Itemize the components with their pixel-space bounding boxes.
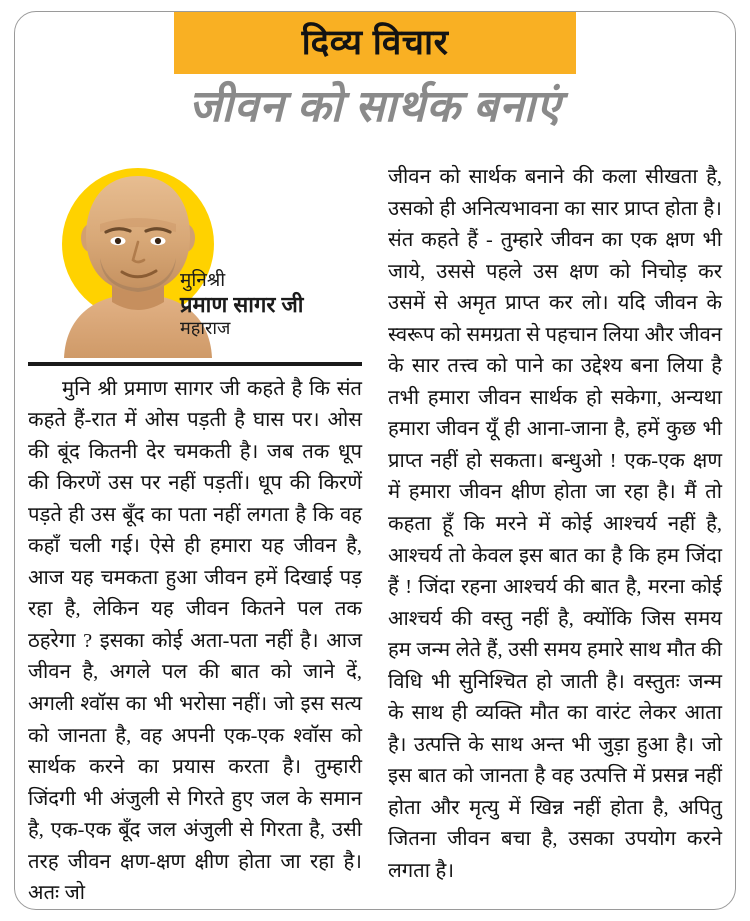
left-column: [28, 162, 362, 905]
banner-row: [14, 12, 736, 74]
article-body-right: जीवन को सार्थक बनाने की कला सीखता है, उसको ही अनित्यभावना का सार प्राप्त होता है। संत कहते हैं - तुम्हारे जीवन का एक क्षण भी जाये, उससे पहले उस क्षण को निचोड़ कर उसमें से अमृत प्राप्त कर लो। यदि जीवन के स्वरूप को समग्रता से पहचान लिया और जीवन के सार तत्त्व को पाने का उद्देश्य बना लिया है तभी हमारा जीवन सार्थक हो सकेगा, अन्यथा हमारा जीवन यूँ ही आना-जाना है, हमें कुछ भी प्राप्त नहीं हो सकता। बन्धुओ ! एक-एक क्षण में हमारा जीवन क्षीण होता जा रहा है। मैं तो कहता हूँ कि मरने में कोई आश्चर्य नहीं है, आश्चर्य तो केवल इस बात का है कि हम जिंदा हैं ! जिंदा रहना आश्चर्य की बात है, मरना कोई आश्चर्य की वस्तु नहीं है, क्योंकि जिस समय हम जन्म लेते हैं, उसी समय हमारे साथ मौत की विधि भी सुनिश्चित हो जाती है। वस्तुतः जन्म के साथ ही व्यक्ति मौत का वारंट लेकर आता है। उत्पत्ति के साथ अन्त भी जुड़ा हुआ है। जो इस बात को जानता है वह उत्पत्ति में प्रसन्न नहीं होता और मृत्यु में खिन्न नहीं होता है, अपितु जितना जीवन बचा है, उसका उपयोग करने लगता है।: [388, 166, 722, 883]
banner-label: दिव्य विचार: [301, 22, 449, 62]
right-column: [388, 162, 722, 892]
byline-title: महाराज: [180, 318, 231, 339]
article-columns: [28, 162, 722, 905]
section-divider: [28, 362, 362, 366]
page-title: जीवन को सार्थक बनाएं: [188, 82, 562, 131]
article-body-left: मुनि श्री प्रमाण सागर जी कहते है कि संत कहते हैं-रात में ओस पड़ती है घास पर। ओस की बूंद कितनी देर चमकती है। जब तक धूप की किरणें उस पर नहीं पड़तीं। धूप की किरणें पड़ते ही उस बूँद का पता नहीं लगता है कि वह कहाँ चली गई। ऐसे ही हमारा यह जीवन है, आज यह चमकता हुआ जीवन हमें दिखाई पड़ रहा है, लेकिन यह जीवन कितने पल तक ठहरेगा ? इसका कोई अता-पता नहीं है। आज जीवन है, अगले पल की बात को जाने दें, अगली श्वॉस का भी भरोसा नहीं। जो इस सत्य को जानता है, वह अपनी एक-एक श्वॉस को सार्थक करने का प्रयास करता है। तुम्हारी जिंदगी भी अंजुली से गिरते हुए जल के समान है, एक-एक बूँद जल अंजुली से गिरता है, उसी तरह जीवन क्षण-क्षण क्षीण होता जा रहा है। अतः जो: [28, 377, 362, 905]
byline: [180, 270, 362, 340]
byline-name: प्रमाण सागर जी: [180, 292, 304, 318]
column-banner: [174, 12, 576, 74]
byline-block: [28, 162, 362, 358]
byline-honorific: मुनिश्री: [180, 270, 226, 291]
